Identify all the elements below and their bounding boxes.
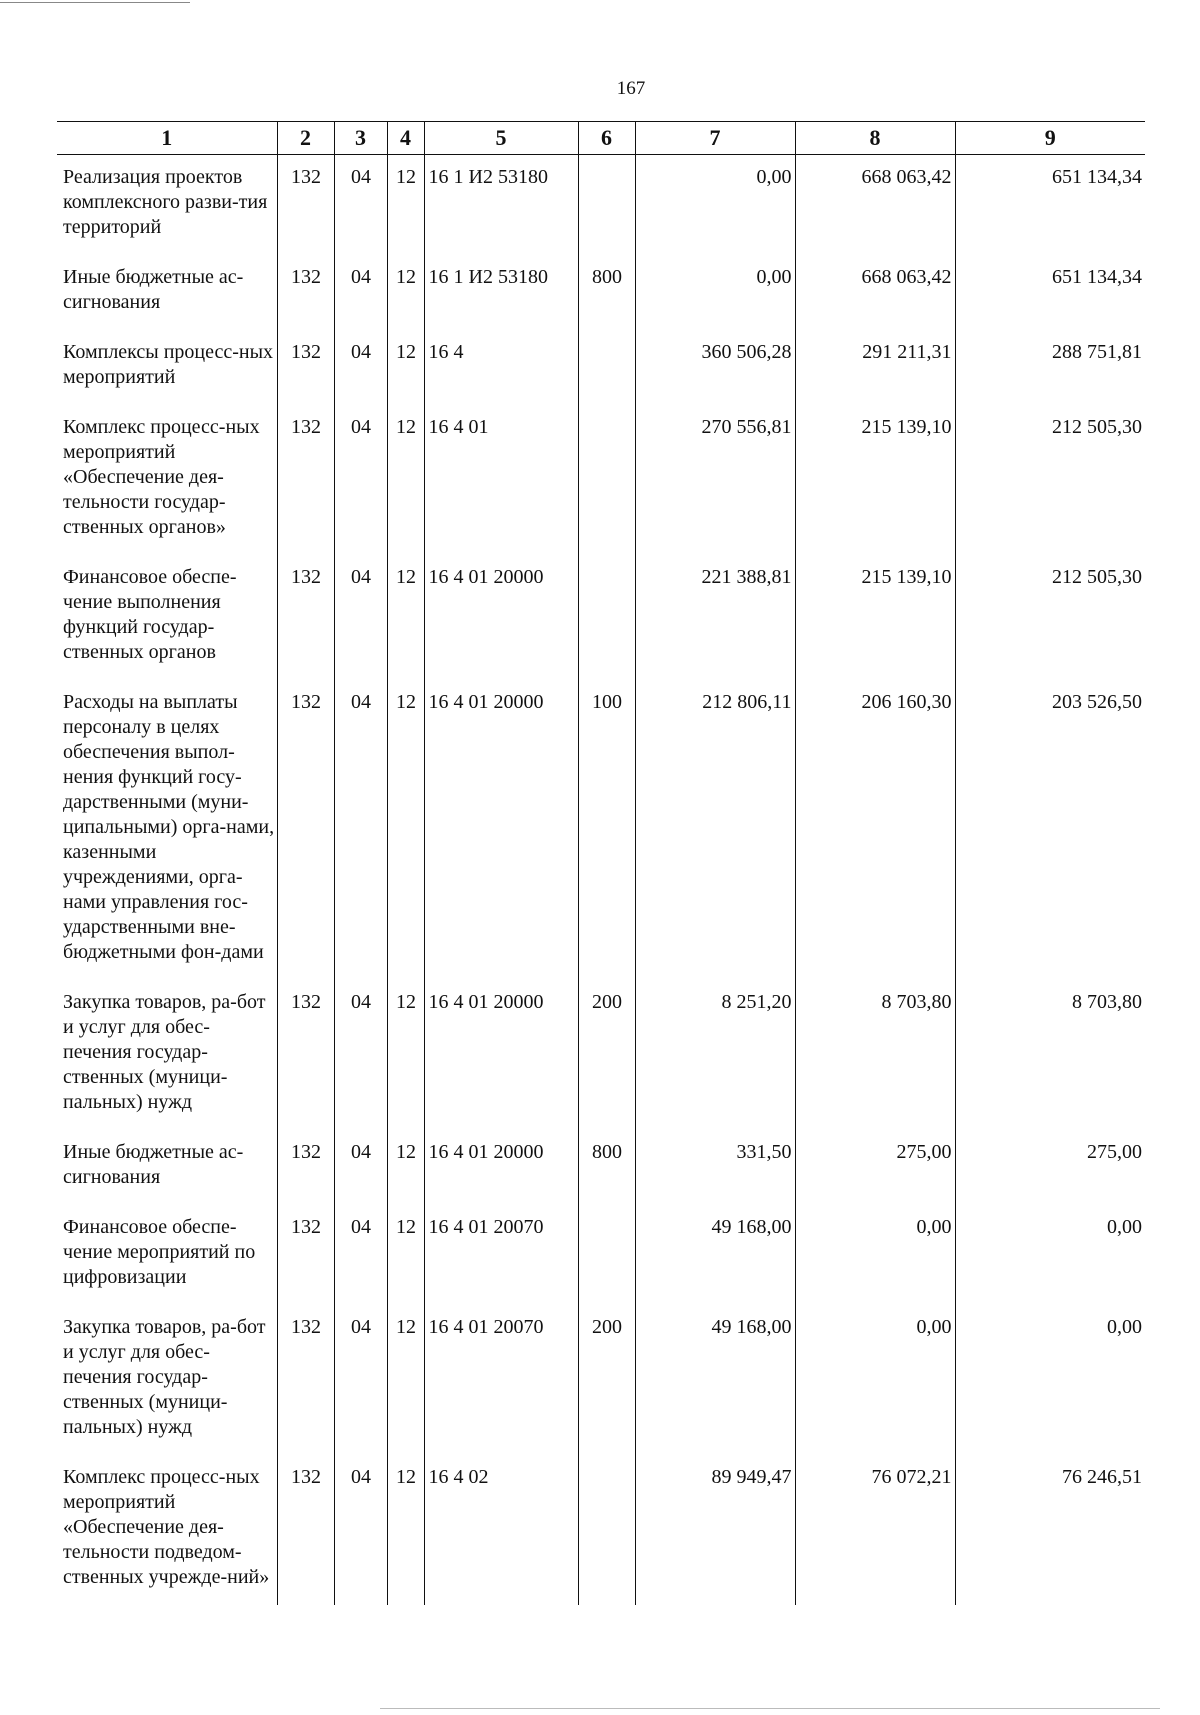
table-row xyxy=(57,1455,1145,1605)
section-cell: 04 xyxy=(334,405,387,555)
subsection-cell: 12 xyxy=(387,1205,424,1305)
header-row xyxy=(57,122,1145,155)
subsection-cell: 12 xyxy=(387,330,424,405)
amount-cell: 288 751,81 xyxy=(955,330,1145,405)
row-name: Комплексы процесс-ных мероприятий xyxy=(63,341,274,388)
expense-type-cell: 200 xyxy=(578,1305,635,1455)
target-article-cell: 16 4 01 20070 xyxy=(424,1205,578,1305)
code-cell: 132 xyxy=(277,405,334,555)
amount-cell: 331,50 xyxy=(635,1130,795,1205)
subsection-cell: 12 xyxy=(387,1130,424,1205)
code-cell: 132 xyxy=(277,680,334,980)
table-row xyxy=(57,1205,1145,1305)
amount-cell: 215 139,10 xyxy=(795,405,955,555)
amount-cell: 49 168,00 xyxy=(635,1205,795,1305)
amount-cell: 0,00 xyxy=(635,155,795,256)
target-article-cell: 16 1 И2 53180 xyxy=(424,255,578,330)
section-cell: 04 xyxy=(334,555,387,680)
amount-cell: 0,00 xyxy=(635,255,795,330)
section-cell: 04 xyxy=(334,1205,387,1305)
amount-cell: 76 072,21 xyxy=(795,1455,955,1605)
amount-cell: 206 160,30 xyxy=(795,680,955,980)
subsection-cell: 12 xyxy=(387,980,424,1130)
amount-cell: 291 211,31 xyxy=(795,330,955,405)
code-cell: 132 xyxy=(277,1305,334,1455)
column-header: 6 xyxy=(578,122,635,155)
amount-cell: 76 246,51 xyxy=(955,1455,1145,1605)
code-cell: 132 xyxy=(277,980,334,1130)
row-name: Закупка товаров, ра-бот и услуг для обес-печения государ-ственных (муници-пальных) нужд xyxy=(63,991,266,1113)
table-row xyxy=(57,680,1145,980)
table-row xyxy=(57,1305,1145,1455)
column-header: 9 xyxy=(955,122,1145,155)
code-cell: 132 xyxy=(277,330,334,405)
table-row xyxy=(57,330,1145,405)
section-cell: 04 xyxy=(334,980,387,1130)
target-article-cell: 16 1 И2 53180 xyxy=(424,155,578,256)
section-cell: 04 xyxy=(334,330,387,405)
amount-cell: 215 139,10 xyxy=(795,555,955,680)
column-header: 4 xyxy=(387,122,424,155)
row-name: Финансовое обеспе-чение выполнения функций государ-ственных органов xyxy=(63,566,237,663)
row-name: Иные бюджетные ас-сигнования xyxy=(63,266,244,313)
scan-artifact-top xyxy=(0,2,190,3)
amount-cell: 212 505,30 xyxy=(955,405,1145,555)
amount-cell: 270 556,81 xyxy=(635,405,795,555)
column-header: 8 xyxy=(795,122,955,155)
amount-cell: 275,00 xyxy=(955,1130,1145,1205)
amount-cell: 221 388,81 xyxy=(635,555,795,680)
target-article-cell: 16 4 01 xyxy=(424,405,578,555)
code-cell: 132 xyxy=(277,155,334,256)
expense-type-cell xyxy=(578,155,635,256)
table-row xyxy=(57,555,1145,680)
subsection-cell: 12 xyxy=(387,1455,424,1605)
row-name: Иные бюджетные ас-сигнования xyxy=(63,1141,244,1188)
amount-cell: 651 134,34 xyxy=(955,155,1145,256)
table-row xyxy=(57,405,1145,555)
column-header: 2 xyxy=(277,122,334,155)
amount-cell: 275,00 xyxy=(795,1130,955,1205)
expense-type-cell xyxy=(578,1455,635,1605)
expense-type-cell: 200 xyxy=(578,980,635,1130)
target-article-cell: 16 4 02 xyxy=(424,1455,578,1605)
subsection-cell: 12 xyxy=(387,155,424,256)
row-name: Комплекс процесс-ных мероприятий «Обеспечение дея-тельности государ-ственных органов» xyxy=(63,416,260,538)
column-header: 5 xyxy=(424,122,578,155)
expense-type-cell xyxy=(578,405,635,555)
budget-table xyxy=(57,121,1145,1605)
amount-cell: 360 506,28 xyxy=(635,330,795,405)
subsection-cell: 12 xyxy=(387,555,424,680)
code-cell: 132 xyxy=(277,1130,334,1205)
section-cell: 04 xyxy=(334,680,387,980)
expense-type-cell: 800 xyxy=(578,1130,635,1205)
amount-cell: 89 949,47 xyxy=(635,1455,795,1605)
code-cell: 132 xyxy=(277,555,334,680)
table-header xyxy=(57,122,1145,155)
column-header: 1 xyxy=(57,122,277,155)
amount-cell: 651 134,34 xyxy=(955,255,1145,330)
subsection-cell: 12 xyxy=(387,1305,424,1455)
amount-cell: 212 505,30 xyxy=(955,555,1145,680)
column-header: 3 xyxy=(334,122,387,155)
section-cell: 04 xyxy=(334,1130,387,1205)
row-name: Реализация проектов комплексного разви-тия территорий xyxy=(63,166,268,238)
page-number: 167 xyxy=(616,78,646,99)
amount-cell: 668 063,42 xyxy=(795,155,955,256)
column-header: 7 xyxy=(635,122,795,155)
amount-cell: 203 526,50 xyxy=(955,680,1145,980)
row-name: Финансовое обеспе-чение мероприятий по цифровизации xyxy=(63,1216,256,1288)
table-row xyxy=(57,1130,1145,1205)
code-cell: 132 xyxy=(277,255,334,330)
expense-type-cell: 800 xyxy=(578,255,635,330)
section-cell: 04 xyxy=(334,1455,387,1605)
code-cell: 132 xyxy=(277,1205,334,1305)
row-name: Комплекс процесс-ных мероприятий «Обеспечение дея-тельности подведом-ственных учрежде-ний» xyxy=(63,1466,270,1588)
row-name: Расходы на выплаты персоналу в целях обеспечения выпол-нения функций госу-дарственными (муни-ципальными) орга-нами, казенными учреждениями, орга-нами управления гос-ударственными вне-бюджетными фон-дами xyxy=(63,691,275,963)
amount-cell: 49 168,00 xyxy=(635,1305,795,1455)
amount-cell: 8 251,20 xyxy=(635,980,795,1130)
target-article-cell: 16 4 01 20000 xyxy=(424,680,578,980)
target-article-cell: 16 4 01 20000 xyxy=(424,980,578,1130)
code-cell: 132 xyxy=(277,1455,334,1605)
target-article-cell: 16 4 01 20000 xyxy=(424,1130,578,1205)
table-row xyxy=(57,255,1145,330)
scan-artifact-bottom xyxy=(380,1708,1160,1709)
amount-cell: 0,00 xyxy=(955,1205,1145,1305)
amount-cell: 8 703,80 xyxy=(955,980,1145,1130)
amount-cell: 212 806,11 xyxy=(635,680,795,980)
subsection-cell: 12 xyxy=(387,255,424,330)
amount-cell: 0,00 xyxy=(955,1305,1145,1455)
target-article-cell: 16 4 01 20070 xyxy=(424,1305,578,1455)
row-name: Закупка товаров, ра-бот и услуг для обес-печения государ-ственных (муници-пальных) нужд xyxy=(63,1316,266,1438)
subsection-cell: 12 xyxy=(387,680,424,980)
section-cell: 04 xyxy=(334,1305,387,1455)
amount-cell: 0,00 xyxy=(795,1205,955,1305)
target-article-cell: 16 4 xyxy=(424,330,578,405)
subsection-cell: 12 xyxy=(387,405,424,555)
table-body xyxy=(57,155,1145,1606)
expense-type-cell: 100 xyxy=(578,680,635,980)
amount-cell: 8 703,80 xyxy=(795,980,955,1130)
expense-type-cell xyxy=(578,1205,635,1305)
section-cell: 04 xyxy=(334,255,387,330)
section-cell: 04 xyxy=(334,155,387,256)
table-row xyxy=(57,155,1145,256)
expense-type-cell xyxy=(578,330,635,405)
table-row xyxy=(57,980,1145,1130)
target-article-cell: 16 4 01 20000 xyxy=(424,555,578,680)
expense-type-cell xyxy=(578,555,635,680)
amount-cell: 0,00 xyxy=(795,1305,955,1455)
amount-cell: 668 063,42 xyxy=(795,255,955,330)
